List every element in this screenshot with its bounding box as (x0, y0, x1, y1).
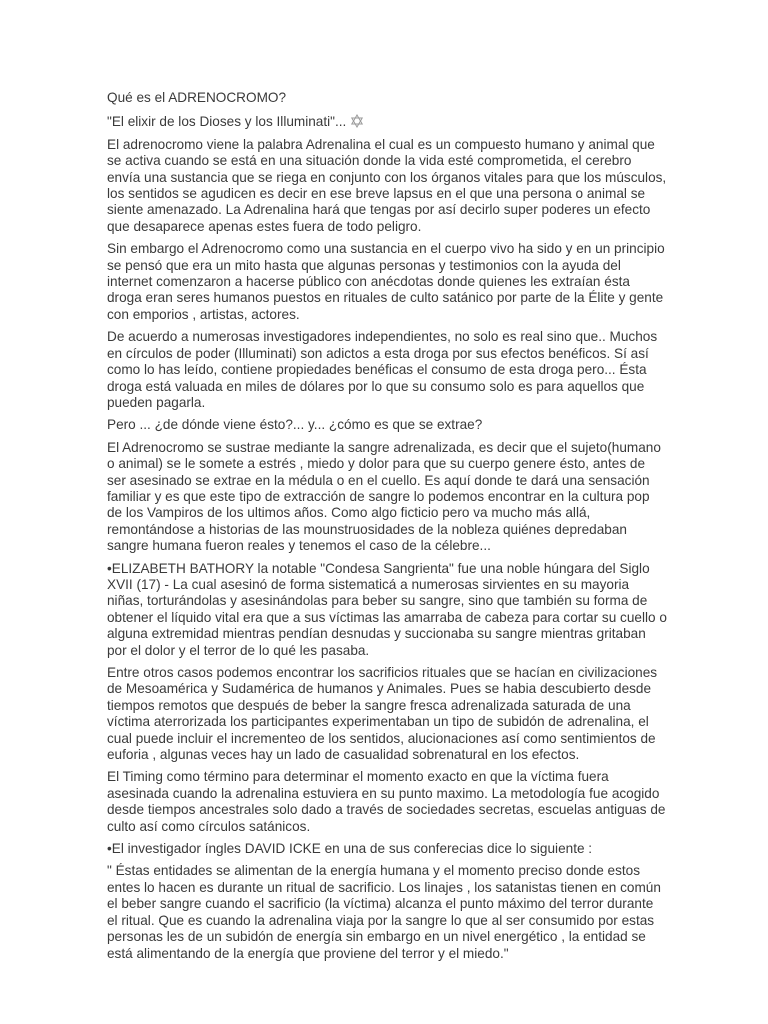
document-page (107, 90, 667, 968)
paragraph-elizabeth-bathory: •ELIZABETH BATHORY la notable "Condesa Sangrienta" fue una noble húngara del Siglo XVII (17) - La cual asesinó de forma sistematicá a numerosas sirvientes en su mayoria niñas, torturándolas y asesinándolas para beber su sangre, sino que también su forma de obtener el líquido vital era que a sus víctimas las amarraba de cabeza para cortar su cuello o alguna extremidad mientras pendían desnudas y succionaba su sangre mientras gritaban por el dolor y el terror de lo qué les pasaba. (107, 560, 667, 658)
star-of-david-icon (350, 114, 364, 128)
subtitle-text: "El elixir de los Dioses y los Illuminati"... (107, 114, 347, 130)
paragraph-cita: " Éstas entidades se alimentan de la energía humana y el momento preciso donde estos entes lo hacen es durante un ritual de sacrificio. Los linajes , los satanistas tienen en común el beber sangre cuando el sacrificio (la víctima) alcanza el punto máximo del terror durante el ritual. Que es cuando la adrenalina viaja por la sangre lo que al ser consumido por estas personas les de un subidón de energía sin embargo en un nivel energético , la entidad se está alimentando de la energía que proviene del terror y el miedo." (107, 863, 661, 961)
document-subtitle (107, 114, 667, 130)
paragraph-sin-embargo: Sin embargo el Adrenocromo como una sustancia en el cuerpo vivo ha sido y en un principio se pensó que era un mito hasta que algunas personas y testimonios con la ayuda del internet comenzaron a hacerse público con anécdotas donde quienes les extraían ésta droga eran seres humanos puestos en rituales de culto satánico por parte de la Élite y gente con emporios , artistas, actores. (107, 241, 665, 322)
paragraph-david-icke: •El investigador íngles DAVID ICKE en una de sus conferecias dice lo siguiente : (107, 841, 593, 857)
paragraph-investigadores: De acuerdo a numerosas investigadores independientes, no solo es real sino que.. Muchos en círculos de poder (Illuminati) son adictos a esta droga por sus efectos benéficos. Sí así como lo has leído, contiene propiedades benéficas el consumo de esta droga pero... Ésta droga está valuada en miles de dólares por lo que su consumo solo es para aquellos que pueden pagarla. (107, 329, 658, 410)
paragraph-sacrificios: Entre otros casos podemos encontrar los sacrificios rituales que se hacían en civilizaciones de Mesoamérica y Sudamérica de humanos y Animales. Pues se habia descubierto desde tiempos remotos que después de beber la sangre fresca adrenalizada saturada de una víctima aterrorizada los participantes experimentaban un tipo de subidón de adrenalina, el cual puede incluir el incrementeo de los sentidos, alucionaciones así como sentimientos de euforia , algunas veces hay un lado de casualidad sobrenatural en los efectos. (107, 665, 658, 763)
paragraph-adrenocromo-origen: El adrenocromo viene la palabra Adrenalina el cual es un compuesto humano y animal que se activa cuando se está en una situación donde la vida esté comprometida, el cerebro envía una sustancia que se riega en conjunto con los órganos vitales para que los músculos, los sentidos se agudicen es decir en ese breve lapsus en el que una persona o animal se siente amenazado. La Adrenalina hará que tengas por así decirlo super poderes un efecto que desaparece apenas estes fuera de todo peligro. (107, 136, 667, 234)
paragraph-pregunta: Pero ... ¿de dónde viene ésto?... y... ¿cómo es que se extrae? (107, 417, 483, 433)
paragraph-extraccion: El Adrenocromo se sustrae mediante la sangre adrenalizada, es decir que el sujeto(humano o animal) se le somete a estrés , miedo y dolor para que su cuerpo genere ésto, antes de ser asesinado se extrae en la médula o en el cuello. Es aquí donde te dará una sensación familiar y es que este tipo de extracción de sangre lo podemos encontrar en la cultura pop de los Vampiros de los ultimos años. Como algo ficticio pero va mucho más allá, remontándose a historias de las mounstruosidades de la nobleza quiénes depredaban sangre humana fueron reales y tenemos el caso de la célebre... (107, 439, 661, 554)
paragraph-timing: El Timing como término para determinar el momento exacto en que la víctima fuera asesinada cuando la adrenalina estuviera en su punto maximo. La metodología fue acogido desde tiempos ancestrales solo dado a través de sociedades secretas, escuelas antiguas de culto así como círculos satánicos. (107, 769, 666, 834)
document-title: Qué es el ADRENOCROMO? (107, 90, 287, 105)
